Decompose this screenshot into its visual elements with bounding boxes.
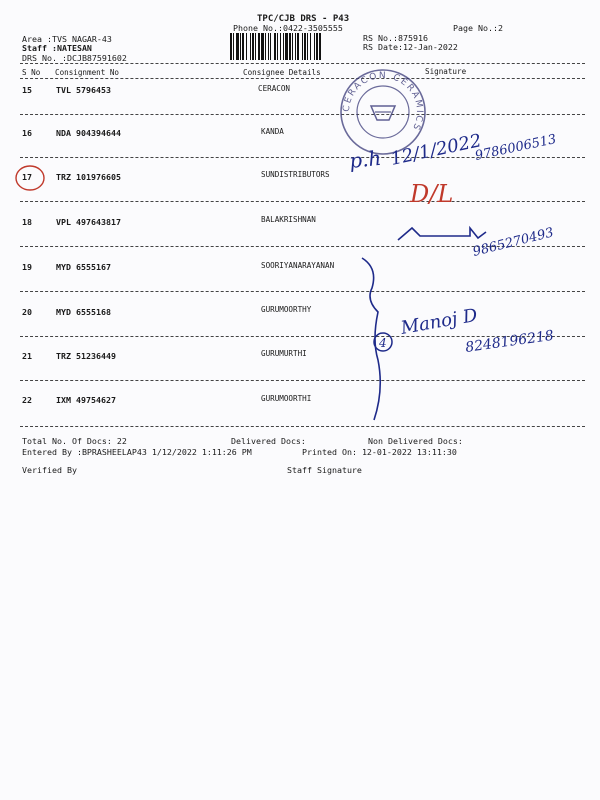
barcode-bar [274, 33, 276, 60]
barcode-bar [292, 33, 293, 60]
rs-number: RS No.:875916 [363, 33, 428, 43]
header-rule-bottom [20, 78, 585, 79]
svg-text:CERACON CERAMICS [342, 71, 424, 133]
row-consignment: TVL 5796453 [56, 85, 111, 95]
barcode-bar [236, 33, 239, 60]
row-divider [20, 291, 585, 292]
barcode-bar [314, 33, 315, 60]
row-consignee: GURUMURTHI [261, 349, 307, 358]
barcode-bar [258, 33, 260, 60]
area-field: Area :TVS NAGAR-43 [22, 34, 112, 44]
handwritten-phone-row20: 8248196218 [464, 327, 555, 356]
handwritten-date: 12/1/2022 [388, 130, 484, 170]
col-header-signature: Signature [425, 67, 467, 76]
row-consignment: TRZ 51236449 [56, 351, 116, 361]
col-header-consignment: Consignment No [55, 68, 120, 77]
row-consignee: GURUMOORTHY [261, 305, 312, 314]
row-sno: 15 [22, 85, 32, 95]
phone-number: Phone No.:0422-3505555 [233, 23, 343, 33]
total-docs: Total No. Of Docs: 22 [22, 436, 127, 446]
barcode-bar [250, 33, 251, 60]
barcode-bar [304, 33, 306, 60]
col-header-consignee: Consignee Details [243, 68, 321, 77]
row-consignment: VPL 497643817 [56, 217, 121, 227]
entered-by: Entered By :BPRASHEELAP43 1/12/2022 1:11:26 PM [22, 447, 252, 457]
page-number: Page No.:2 [453, 23, 503, 33]
row-sno: 17 [22, 172, 32, 182]
row-divider [20, 380, 585, 381]
row-consignment: MYD 6555168 [56, 307, 111, 317]
barcode-bar [285, 33, 288, 60]
barcode-bar [277, 33, 278, 60]
row-consignee: SOORIYANARAYANAN [261, 261, 335, 270]
barcode-bar [270, 33, 271, 60]
row-sno: 16 [22, 128, 32, 138]
barcode-bar [265, 33, 266, 60]
dl-mark: D/L [410, 180, 454, 208]
barcode-bar [307, 33, 308, 60]
row-consignee: KANDA [261, 127, 284, 136]
stamp-text: CERACON CERAMICS [341, 70, 425, 133]
row-consignment: TRZ 101976605 [56, 172, 121, 182]
row-sno: 18 [22, 217, 32, 227]
barcode-bar [280, 33, 281, 60]
barcode-bar [268, 33, 269, 60]
barcode-image [230, 33, 353, 60]
rs-date: RS Date:12-Jan-2022 [363, 42, 458, 52]
non-delivered-docs: Non Delivered Docs: [368, 436, 463, 446]
col-header-sno: S No [22, 68, 41, 77]
verified-by: Verified By [22, 465, 77, 475]
barcode-bar [316, 33, 318, 60]
barcode-bar [295, 33, 296, 60]
row-sno: 19 [22, 262, 32, 272]
row-consignee: GURUMOORTHI [261, 394, 312, 403]
document-title: TPC/CJB DRS - P43 [257, 14, 350, 24]
printed-on: Printed On: 12-01-2022 13:11:30 [302, 447, 457, 457]
staff-signature: Staff Signature [287, 465, 362, 475]
circled-number: 4 [379, 336, 387, 350]
barcode-bar [230, 33, 232, 60]
barcode-bar [240, 33, 241, 60]
drs-number: DRS No. :DCJB87591602 [22, 53, 127, 63]
barcode-bar [302, 33, 303, 60]
row-sno: 20 [22, 307, 32, 317]
row-consignment: NDA 904394644 [56, 128, 121, 138]
row-sno: 22 [22, 395, 32, 405]
barcode-bar [242, 33, 244, 60]
barcode-bar [261, 33, 264, 60]
barcode-bar [297, 33, 299, 60]
barcode-bar [255, 33, 256, 60]
handwritten-name: Manoj D [399, 304, 480, 339]
row-consignment: IXM 49754627 [56, 395, 116, 405]
barcode-bar [283, 33, 284, 60]
row-sno: 21 [22, 351, 32, 361]
signature-stroke [398, 228, 486, 240]
row-divider [20, 201, 585, 202]
row-divider [20, 426, 585, 427]
row-divider [20, 157, 585, 158]
header-rule-top [20, 63, 585, 64]
barcode-bar [246, 33, 247, 60]
row-divider [20, 246, 585, 247]
row-consignment: MYD 6555167 [56, 262, 111, 272]
row-divider [20, 336, 585, 337]
staff-field: Staff :NATESAN [22, 43, 92, 53]
delivered-docs: Delivered Docs: [231, 436, 306, 446]
row-divider [20, 114, 585, 115]
handwritten-phone: 9786006513 [473, 132, 558, 164]
row-consignee: SUNDISTRIBUTORS [261, 170, 330, 179]
grouping-bracket [362, 258, 380, 420]
handwritten-phone-row18: 9865270493 [471, 225, 556, 260]
barcode-bar [319, 33, 321, 60]
handwritten-initials: p.h [348, 145, 383, 173]
company-stamp [337, 66, 429, 158]
row-consignee: BALAKRISHNAN [261, 215, 316, 224]
barcode-bar [233, 33, 234, 60]
barcode-bar [252, 33, 254, 60]
barcode-bar [310, 33, 311, 60]
row-consignee: CERACON [258, 84, 291, 93]
barcode-bar [289, 33, 291, 60]
